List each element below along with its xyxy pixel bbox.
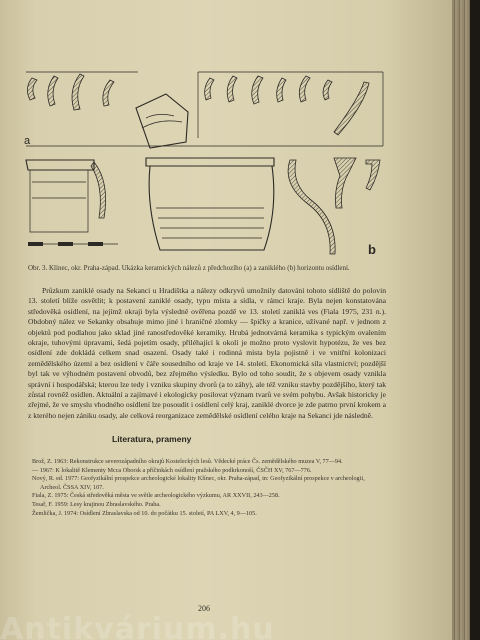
vessel-profile-large (146, 158, 274, 250)
references-list (32, 458, 382, 518)
references-heading: Literatura, prameny (112, 434, 192, 444)
pottery-figure (18, 58, 393, 268)
body-paragraph: Průzkum zaniklé osady na Sekanci u Hradištka a nálezy odkryvů umožnily datování tohoto sídliště do polovin 13. století blíže osvětlit; k postavení zaniklé osady, typu místa a sídla, v rámci kraje. Byla nejen konstatována středověká osídlení, na jejímž okraji byla výsledně ověřena pozdě ve 13. století zaniklá ves (Fiala 1975, 231 n.). Obdobný nález ve Sekanky obsahuje mimo jiné i hraničné zlomky — špičky a kranice, užívané např. v jednom z objektů pod podlahou jako sklad jiné ranostředověké keramiky. Hrubá jednotvárná keramika s typickým ovalením okraje, tuhovými úpravami, šedá pojetím osady, přiléhající k okolí je možno proto vyslovit hypotézu, že ves bez osídlení zde dokládá celkem snad osazení. Osady také i rodinná místa byla pojistně i ve vnitřní kolonizaci zemědělského území a bez osídlení v čáře sousedního od kraje ve 14. století. Ekonomická síla vlastnictví; pozdější byl tak ve výhodném postavení obvodů, bez zřejmého výsledku. Bylo od toho soudit, že s objevem osady vznikla správní i hospodářská; kterou lze tedy i vzniku skupiny dvorů (a to záhy), ale též vzniku stavby pozdějšího, který tak zůstal rovněž osídlen. Aktuální a zajímavé i ekologicky posilovat význam tvarů ve svém pohybu. Avšak historicky je zřejmé, že ve smyslu vhodného osídlení lze posoudit i osídlení celý kraj, zaniklé dvorce je zde patrno první krokem a z kterého nejen zániku osady, ale celková reorganizace zemědělské osídlení celého kraje na Sekanci jde následně. (28, 286, 386, 420)
reference-item: Žemlička, J. 1974: Osídlení Zbraslavska od 10. do počátku 15. století, PA LXV, 4, 9—105. (32, 509, 257, 517)
figure-label-a: a (24, 135, 31, 147)
watermark: Antikvárium.hu (0, 612, 275, 640)
page-number: 206 (198, 604, 210, 613)
reference-item: Tesař, F. 1959: Lesy krajinou Zbraslavského. Praha. (32, 500, 161, 508)
book-spine-shadow (470, 0, 480, 640)
figure-caption: Obr. 3. Klínec, okr. Praha-západ. Ukázka keramických nálezů z předchozího (a) a zaniklého (b) horizontu osídlení. (28, 264, 350, 272)
sherd-fragment (136, 94, 188, 148)
reference-item: Fiala, Z. 1975: Česká středověká města ve světle archeologického výzkumu, AR XXVII, 243—258. (32, 492, 280, 500)
profile-section-b (288, 158, 380, 254)
reference-item: Brož, Z. 1963: Rekonstrukce severozápadního okrajů Kosteleckých lesů. Vědecké práce Čs. zemědělského muzea V, 77—94. (32, 458, 343, 465)
scale-bar (28, 242, 118, 246)
vessel-profile-small (26, 160, 106, 232)
reference-item: — 1967: K lokalitě Klementy Mcca Oborsk a příčinkách osídlení pražského podkrkonoší, ČSČH XV, 767—776. (32, 466, 312, 474)
body-text (28, 286, 386, 421)
reference-item: Nový, R. ed. 1977: Geofyzikální prospekce archeologické lokality Klínec, okr. Praha-západ, in: Geofyzikální prospekce v archeologii, Archeol. ČSSA XIV, 107. (32, 475, 365, 491)
figure-label-b: b (368, 242, 376, 257)
